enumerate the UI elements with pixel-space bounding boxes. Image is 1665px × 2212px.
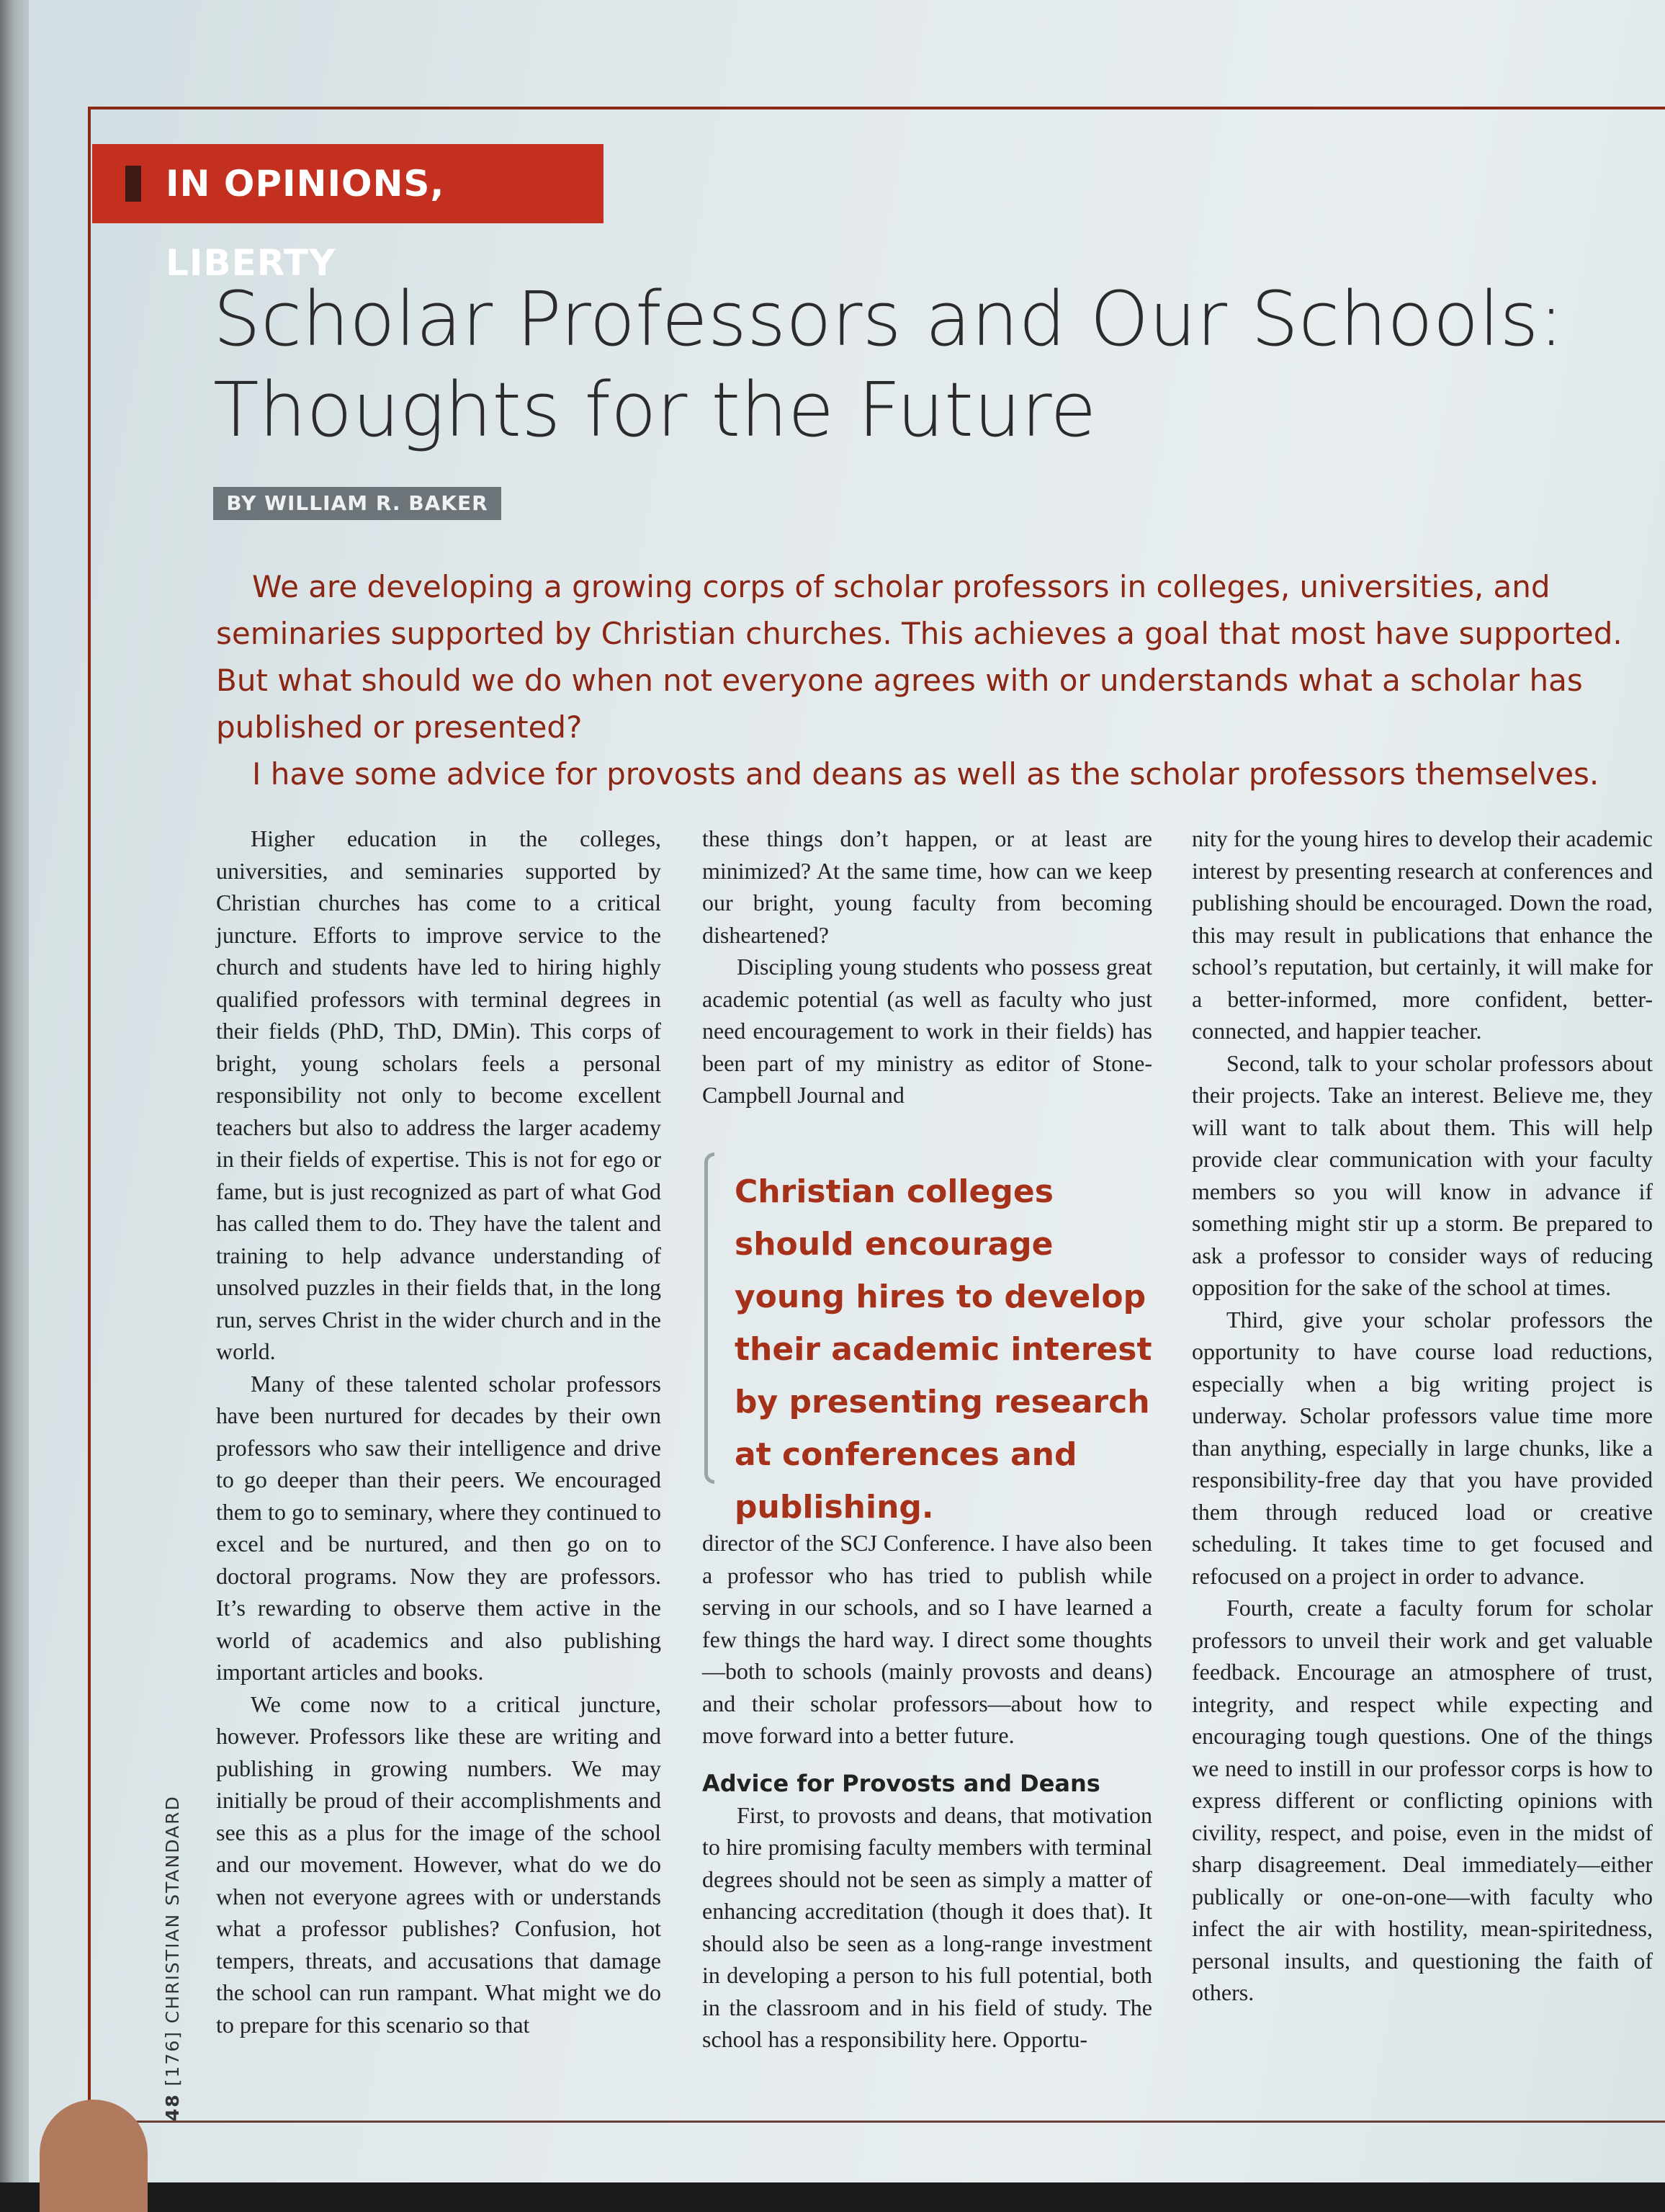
body-paragraph: Discipling young students who possess great academic potential (as well as faculty who just need encouragement to work in their fields) has been part of my ministry as editor of Stone-Campbell Journal and: [702, 954, 1152, 1108]
body-paragraph: director of the SCJ Conference. I have also been a professor who has tried to publish while serving in our schools, and so I have learned a few things the hard way. I direct some thoughts—both to schools (mainly provosts and deans) and their scholar professors—about how to move forward into a better future.: [702, 1530, 1152, 1748]
thumb: [40, 2100, 148, 2212]
body-paragraph: nity for the young hires to develop their academic interest by presenting research at conferences and publishing should be encouraged. Down the road, this may result in publications that enhance the school’s reputation, but certainly, it will make for a better-informed, more confident, better-connected, and happier teacher.: [1192, 825, 1653, 1044]
frame-rule-top: [88, 107, 1665, 109]
body-paragraph: First, to provosts and deans, that motivation to hire promising faculty members with terminal degrees should not be seen as simply a matter of enhancing accreditation (though it does that). It should also be seen as a long-range investment in developing a person to his full potential, both in the classroom and in his field of study. The school has a responsibility here. Opportu-: [702, 1801, 1152, 2052]
frame-rule-bottom: [88, 2121, 1665, 2123]
frame-rule-left: [88, 107, 91, 2123]
body-column-3: [1192, 823, 1653, 2009]
body-paragraph: these things don’t happen, or at least are minimized? At the same time, how can we keep our bright, young faculty from becoming disheartened?: [702, 825, 1152, 948]
issue-page: [176]: [162, 2030, 183, 2087]
page-folio: [162, 1795, 183, 2121]
body-paragraph: Third, give your scholar professors the opportunity to have course load reductions, especially when a big writing project is underway. Scholar professors value time more than anything, especially in large chunks, like a responsibility-free day that you have provided them through reduced load or creative scheduling. It takes time to get focused and refocused on a project in order to advance.: [1192, 1306, 1653, 1589]
pull-quote: [704, 1152, 1152, 1526]
photo-edge: [0, 2182, 1665, 2212]
body-column-2-top: [702, 823, 1152, 1111]
pull-quote-bracket: [704, 1152, 714, 1484]
page-number: 48: [162, 2093, 183, 2121]
body-paragraph: Fourth, create a faculty forum for scholar professors to unveil their work and get valuable feedback. Encourage an atmosphere of trust, integrity, and respect while expecting and encouraging tough questions. One of the things we need to instill in our professor corps is how to express different or conflicting opinions with civility, respect, and poise, even in the midst of sharp disagreement. Deal immediately—either publically or one-on-one—with faculty who infect the air with hostility, mean-spiritedness, personal insults, and questioning the faith of others.: [1192, 1595, 1653, 2005]
subhead: Advice for Provosts and Deans: [702, 1769, 1100, 1797]
body-column-1: [216, 823, 661, 2041]
body-paragraph: Many of these talented scholar professors have been nurtured for decades by their own professors who saw their intelligence and drive to go deeper than their peers. We encouraged them to go to seminary, where they continued to excel and be nurtured, and then go on to doctoral programs. Now they are professors. It’s rewarding to observe them active in the world of academics and also publishing important articles and books.: [216, 1370, 661, 1685]
body-column-2-bottom: [702, 1527, 1152, 2056]
byline: BY WILLIAM R. BAKER: [213, 487, 501, 520]
body-paragraph: We come now to a critical juncture, however. Professors like these are writing and publishing in growing numbers. We may initially be proud of their accomplishments and see this as a plus for the image of the school and our movement. However, what do we do when not everyone agrees with or understands what a professor publishes? Confusion, hot tempers, threats, and accusations that damage the school can run rampant. What might we do to prepare for this scenario so that: [216, 1691, 661, 2038]
publication-name: CHRISTIAN STANDARD: [162, 1795, 183, 2024]
pull-quote-text: Christian colleges should encourage young hires to develop their academic interest by presenting research at conferences and publishing.: [735, 1173, 1152, 1526]
body-paragraph: Higher education in the colleges, universities, and seminaries supported by Christian churches has come to a critical juncture. Efforts to improve service to the church and students have led to hiring highly qualified professors with terminal degrees in their fields (PhD, ThD, DMin). This corps of bright, young scholars feels a personal responsibility not only to become excellent teachers but also to address the larger academy in their fields of expertise. This is not for ego or fame, but is just recognized as part of what God has called them to do. They have the talent and training to help advance understanding of unsolved puzzles in their fields that, in the long run, serves Christ in the wider church and in the world.: [216, 825, 661, 1364]
body-paragraph: Second, talk to your scholar professors about their projects. Take an interest. Believe me, they will want to talk about them. This will help provide clear communication with your faculty members so you will know in advance if something might stir up a storm. Be prepared to ask a professor to consider ways of reducing opposition for the sake of the school at times.: [1192, 1049, 1653, 1300]
dek-paragraph: We are developing a growing corps of scholar professors in colleges, universities, and seminaries supported by Christian churches. This achieves a goal that most have supported. But what should we do when not everyone agrees with or understands what a scholar has published or presented?: [216, 569, 1623, 745]
article-dek: [216, 563, 1628, 797]
section-kicker: IN OPINIONS, LIBERTY: [92, 144, 603, 223]
article-title: Scholar Professors and Our Schools: Thoughts for the Future: [213, 275, 1564, 454]
kicker-tab: [125, 166, 141, 202]
dek-paragraph: I have some advice for provosts and deans as well as the scholar professors themselves.: [252, 756, 1599, 792]
